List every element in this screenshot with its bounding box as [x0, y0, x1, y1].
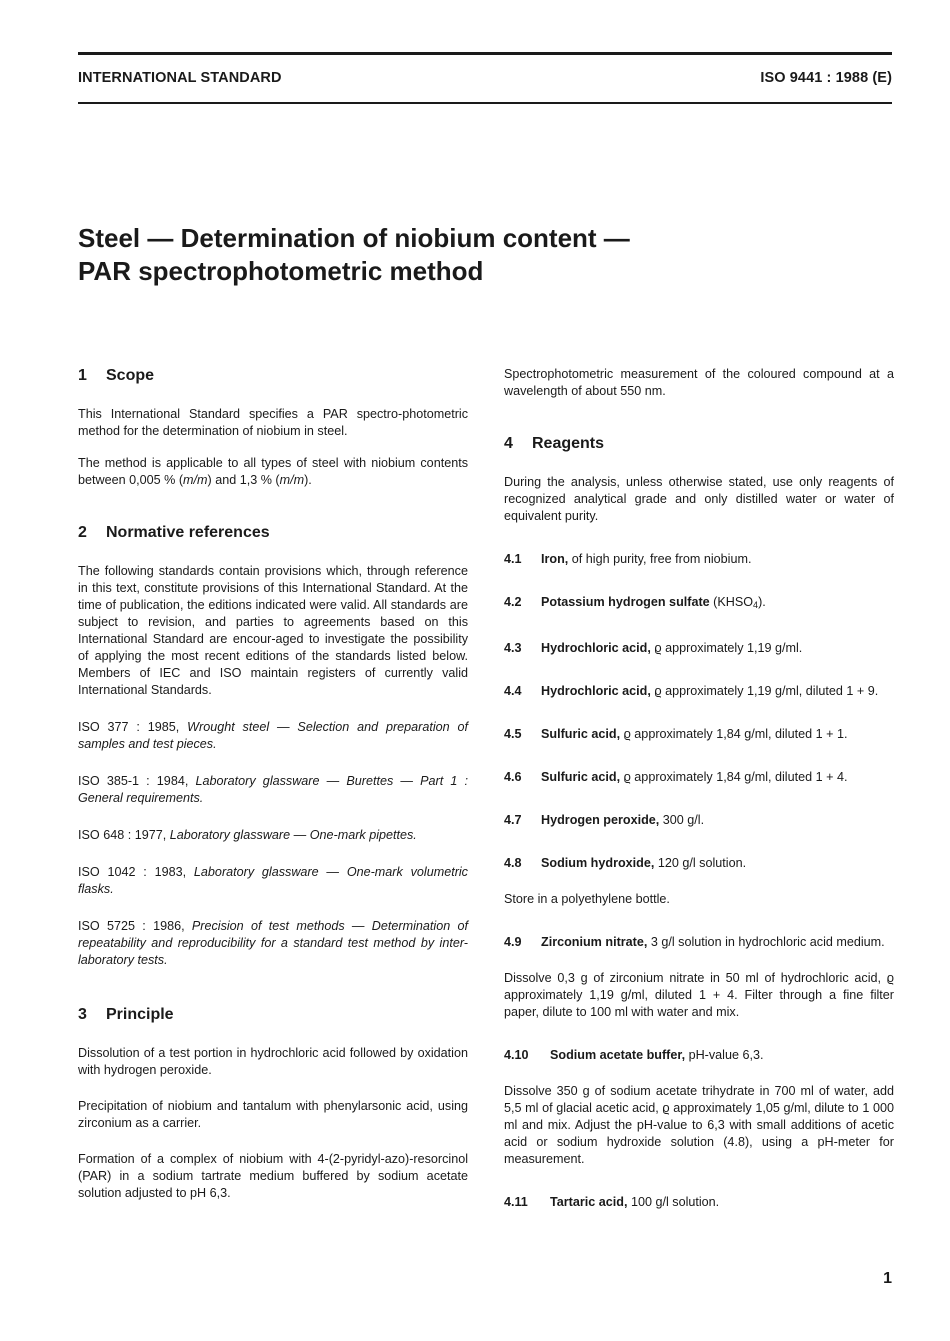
reagent-item: [504, 812, 894, 829]
reference-title: Laboratory glassware — One-mark pipettes.: [169, 828, 417, 842]
section-number: 4: [504, 435, 513, 452]
reagent-text: 120 g/l solution.: [654, 856, 747, 870]
reagent-item: [504, 594, 894, 614]
text-run: ).: [304, 473, 312, 487]
section-principle-heading: [78, 1005, 468, 1025]
reagent-note: Dissolve 0,3 g of zirconium nitrate in 50 ml of hydrochloric acid, ϱ approximately 1,19 g/ml, diluted 1 + 4. Filter through a fine filter paper, dilute to 100 ml with water and mix.: [504, 971, 894, 1019]
reagent-name: Hydrogen peroxide,: [541, 813, 660, 827]
reference-code: ISO 648 : 1977,: [78, 828, 170, 842]
section-number: 1: [78, 367, 87, 384]
reagent-name: Potassium hydrogen sulfate: [541, 595, 710, 609]
header-document-number: ISO 9441 : 1988 (E): [760, 70, 892, 86]
reagent-text: ϱ approximately 1,19 g/ml, diluted 1 + 9.: [650, 684, 879, 698]
reagent-item: [504, 726, 894, 743]
principle-paragraph-4: Spectrophotometric measurement of the coloured compound at a wavelength of about 550 nm.: [504, 367, 894, 398]
text-run: ) and 1,3 % (: [207, 473, 280, 487]
scope-paragraph-1: This International Standard specifies a PAR spectro-photometric method for the determination of niobium in steel.: [78, 407, 468, 438]
document-title: [78, 222, 630, 288]
reagent-number: 4.6: [504, 770, 522, 784]
subscript: 4: [753, 600, 759, 610]
reference-title: Precision of test methods — Determination of repeatability and reproducibility for a standard test method by inter-laboratory tests.: [78, 919, 468, 967]
section-normative-heading: [78, 523, 468, 543]
page-number: 1: [883, 1270, 892, 1287]
title-line-1: Steel — Determination of niobium content —: [78, 223, 630, 253]
principle-paragraph-2: Precipitation of niobium and tantalum with phenylarsonic acid, using zirconium as a carrier.: [78, 1099, 468, 1130]
reagent-item: [504, 855, 894, 872]
reagent-name: Sulfuric acid,: [541, 727, 621, 741]
text-run: The method is applicable to all types of steel with niobium contents between 0,005 % (: [78, 456, 468, 487]
section-scope-heading: [78, 366, 468, 386]
reagent-text: 100 g/l solution.: [627, 1195, 720, 1209]
reagent-name: Sodium hydroxide,: [541, 856, 655, 870]
reagent-number: 4.4: [504, 684, 522, 698]
reagent-number: 4.9: [504, 935, 522, 949]
section-title: Reagents: [532, 435, 605, 452]
reagent-name: Hydrochloric acid,: [541, 684, 651, 698]
reference-item: [78, 918, 468, 969]
reagent-item: [504, 934, 894, 951]
principle-paragraph-3: Formation of a complex of niobium with 4-(2-pyridyl-azo)-resorcinol (PAR) in a sodium tartrate medium buffered by sodium acetate solution adjusted to pH 6,3.: [78, 1152, 468, 1200]
principle-paragraph-1: Dissolution of a test portion in hydrochloric acid followed by oxidation with hydrogen peroxide.: [78, 1046, 468, 1077]
reagent-text: ϱ approximately 1,84 g/ml, diluted 1 + 4.: [620, 770, 848, 784]
reference-code: ISO 385-1 : 1984,: [78, 774, 196, 788]
reagent-name: Sodium acetate buffer,: [550, 1048, 686, 1062]
reference-item: [78, 719, 468, 753]
section-reagents-heading: [504, 434, 894, 454]
reagent-text: ϱ approximately 1,19 g/ml.: [650, 641, 803, 655]
reference-code: ISO 5725 : 1986,: [78, 919, 192, 933]
reference-item: [78, 827, 468, 844]
reagent-note: Store in a polyethylene bottle.: [504, 892, 670, 906]
reagent-name: Tartaric acid,: [550, 1195, 628, 1209]
reference-title: Laboratory glassware — One-mark volumetric flasks.: [78, 865, 468, 896]
reagent-item: [504, 683, 894, 700]
reagent-number: 4.1: [504, 552, 522, 566]
reagent-text: ).: [758, 595, 766, 609]
header-top-rule: [78, 52, 892, 55]
right-column: [504, 366, 894, 1211]
reagent-text: of high purity, free from niobium.: [568, 552, 752, 566]
reagent-text: (KHSO: [709, 595, 754, 609]
section-title: Principle: [106, 1006, 174, 1023]
normative-intro: The following standards contain provisions which, through reference in this text, constitute provisions of this International Standard. At the time of publication, the editions indicated were valid. All standards are subject to revision, and parties to agreements based on this International Standard are encour-aged to investigate the possibility of applying the most recent editions of the standards listed below. Members of IEC and ISO maintain registers of currently valid International Standards.: [78, 564, 468, 697]
reagent-text: ϱ approximately 1,84 g/ml, diluted 1 + 1.: [620, 727, 848, 741]
reagent-number: 4.5: [504, 727, 522, 741]
header-standard-label: INTERNATIONAL STANDARD: [78, 70, 282, 86]
section-number: 2: [78, 524, 87, 541]
reagent-text: pH-value 6,3.: [685, 1048, 764, 1062]
unit-mm: m/m: [279, 473, 305, 487]
reference-item: [78, 773, 468, 807]
reagent-item: [504, 1047, 894, 1064]
unit-mm: m/m: [183, 473, 208, 487]
reference-title: Laboratory glassware — Burettes — Part 1 : General requirements.: [78, 774, 468, 805]
reagent-item: [504, 769, 894, 786]
reagent-name: Hydrochloric acid,: [541, 641, 651, 655]
scope-paragraph-2: [78, 455, 468, 489]
reagent-text: 300 g/l.: [659, 813, 705, 827]
reference-code: ISO 1042 : 1983,: [78, 865, 194, 879]
title-line-2: PAR spectrophotometric method: [78, 256, 484, 286]
header-bottom-rule: [78, 102, 892, 104]
reagent-text: 3 g/l solution in hydrochloric acid medium.: [647, 935, 885, 949]
reagent-number: 4.8: [504, 856, 522, 870]
section-title: Scope: [106, 367, 155, 384]
reagent-name: Sulfuric acid,: [541, 770, 621, 784]
reagent-number: 4.10: [504, 1048, 529, 1062]
reagent-item: [504, 640, 894, 657]
reagent-item: [504, 1194, 894, 1211]
reagents-intro: During the analysis, unless otherwise stated, use only reagents of recognized analytical grade and only distilled water or water of equivalent purity.: [504, 475, 894, 523]
reference-title: Wrought steel — Selection and preparation of samples and test pieces.: [78, 720, 469, 751]
reagent-number: 4.2: [504, 595, 522, 609]
reference-item: [78, 864, 468, 898]
reference-code: ISO 377 : 1985,: [78, 720, 188, 734]
left-column: [78, 366, 468, 1202]
reagent-item: [504, 551, 894, 568]
reagent-number: 4.3: [504, 641, 522, 655]
reagent-name: Iron,: [541, 552, 569, 566]
section-title: Normative references: [106, 524, 270, 541]
section-number: 3: [78, 1006, 87, 1023]
reagent-name: Zirconium nitrate,: [541, 935, 648, 949]
reagent-number: 4.11: [504, 1195, 528, 1209]
reagent-note: Dissolve 350 g of sodium acetate trihydrate in 700 ml of water, add 5,5 ml of glacial acetic acid, ϱ approximately 1,05 g/ml, dilute to 1 000 ml and mix. Adjust the pH-value to 6,3 with small additions of acetic acid or sodium hydroxide solution (4.8), using a pH-meter for measurement.: [504, 1084, 894, 1166]
reagent-number: 4.7: [504, 813, 522, 827]
